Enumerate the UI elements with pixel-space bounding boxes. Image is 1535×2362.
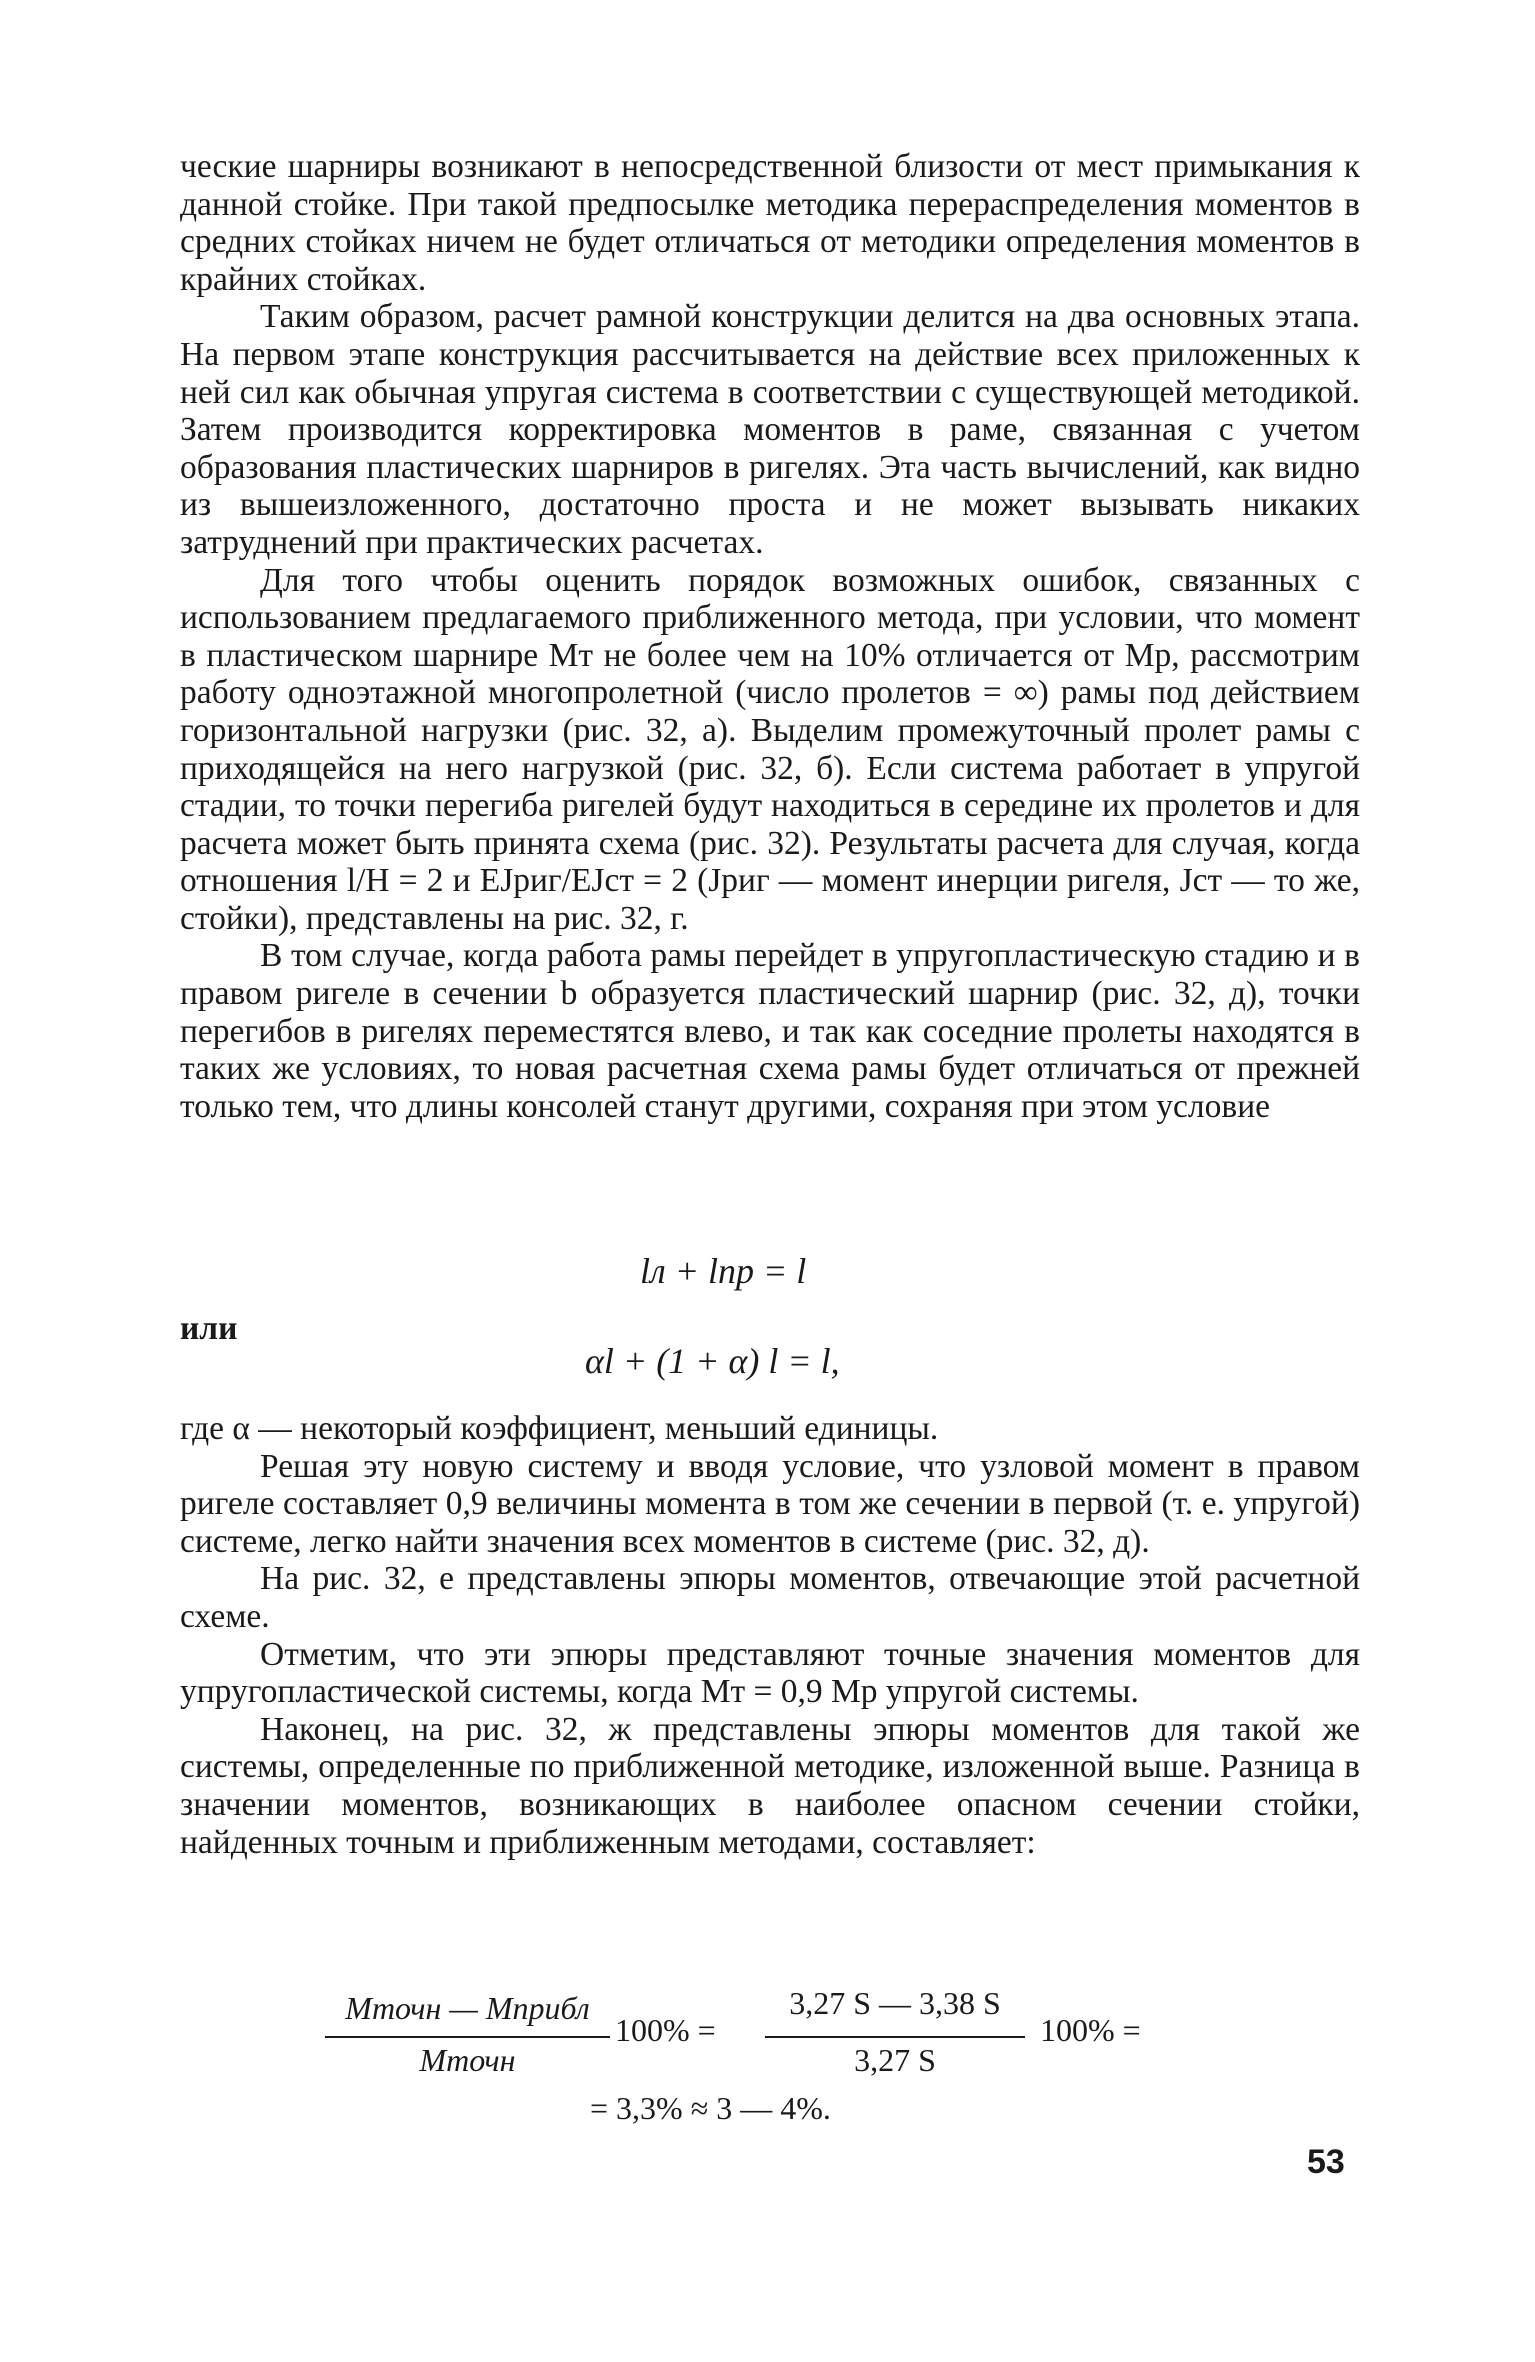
fraction-2-bar: [765, 2036, 1025, 2038]
formula-alpha: αl + (1 + α) l = l,: [585, 1341, 840, 1381]
fraction-1-bar: [325, 2036, 610, 2038]
paragraph-4: В том случае, когда работа рамы перейдет в упругопластическую стадию и в правом ригеле в сечении b образуется пластический шарнир (рис. 32, д), точки перегибов в ригелях переместятся влево, и так как соседние пролеты находятся в таких же условиях, то новая расчетная схема рамы будет отличаться от прежней только тем, что длины консолей станут другими, сохраняя при этом условие: [180, 937, 1360, 1125]
percent-2: 100% =: [1040, 2012, 1141, 2048]
fraction-1-denominator: Mточн: [419, 2042, 516, 2078]
paragraph-8: Отметим, что эти эпюры представляют точные значения моментов для упругопластической системы, когда Mт = 0,9 Mp упругой системы.: [180, 1635, 1360, 1711]
page-number: 53: [1307, 2143, 1345, 2181]
fraction-1-numerator: Mточн — Mприбл: [345, 1990, 590, 2026]
body-text-2: [180, 1410, 1360, 1861]
fraction-2-denominator: 3,27 S: [854, 2042, 936, 2078]
paragraph-6: Решая эту новую систему и вводя условие, что узловой момент в правом ригеле составляет 0,9 величины момента в том же сечении в первой (т. е. упругой) системе, легко найти значения всех моментов в системе (рис. 32, д).: [180, 1447, 1360, 1560]
body-text: [180, 148, 1360, 1125]
result-formula: = 3,3% ≈ 3 — 4%.: [590, 2090, 831, 2126]
paragraph-1: ческие шарниры возникают в непосредственной близости от мест примыкания к данной стойке. При такой предпосылке методика перераспределения моментов в средних стойках ничем не будет отличаться от методики определения моментов в крайних стойках.: [180, 148, 1360, 298]
paragraph-7: На рис. 32, е представлены эпюры моментов, отвечающие этой расчетной схеме.: [180, 1560, 1360, 1635]
paragraph-3: Для того чтобы оценить порядок возможных ошибок, связанных с использованием предлагаемого приближенного метода, при условии, что момент в пластическом шарнире Mт не более чем на 10% отличается от Mp, рассмотрим работу одноэтажной многопролетной (число пролетов = ∞) рамы под действием горизонтальной нагрузки (рис. 32, а). Выделим промежуточный пролет рамы с приходящейся на него нагрузкой (рис. 32, б). Если система работает в упругой стадии, то точки перегиба ригелей будут находиться в середине их пролетов и для расчета может быть принята схема (рис. 32). Результаты расчета для случая, когда отношения l/H = 2 и EJриг/EJст = 2 (Jриг — момент инерции ригеля, Jст — то же, стойки), представлены на рис. 32, г.: [180, 561, 1360, 937]
fraction-2-numerator: 3,27 S — 3,38 S: [789, 1985, 1001, 2021]
paragraph-5: где α — некоторый коэффициент, меньший единицы.: [180, 1410, 939, 1447]
paragraph-9: Наконец, на рис. 32, ж представлены эпюры моментов для такой же системы, определенные по приближенной методике, изложенной выше. Разница в значении моментов, возникающих в наиболее опасном сечении стойки, найденных точным и приближенным методами, составляет:: [180, 1710, 1360, 1861]
formula-span-sum: lл + lпр = l: [640, 1251, 807, 1291]
percent-1: 100% =: [615, 2012, 716, 2048]
or-label: или: [180, 1310, 238, 1347]
paragraph-2: Таким образом, расчет рамной конструкции делится на два основных этапа. На первом этапе конструкция рассчитывается на действие всех приложенных к ней сил как обычная упругая система в соответствии с существующей методикой. Затем производится корректировка моментов в раме, связанная с учетом образования пластических шарниров в ригелях. Эта часть вычислений, как видно из вышеизложенного, достаточно проста и не может вызывать никаких затруднений при практических расчетах.: [180, 298, 1360, 561]
